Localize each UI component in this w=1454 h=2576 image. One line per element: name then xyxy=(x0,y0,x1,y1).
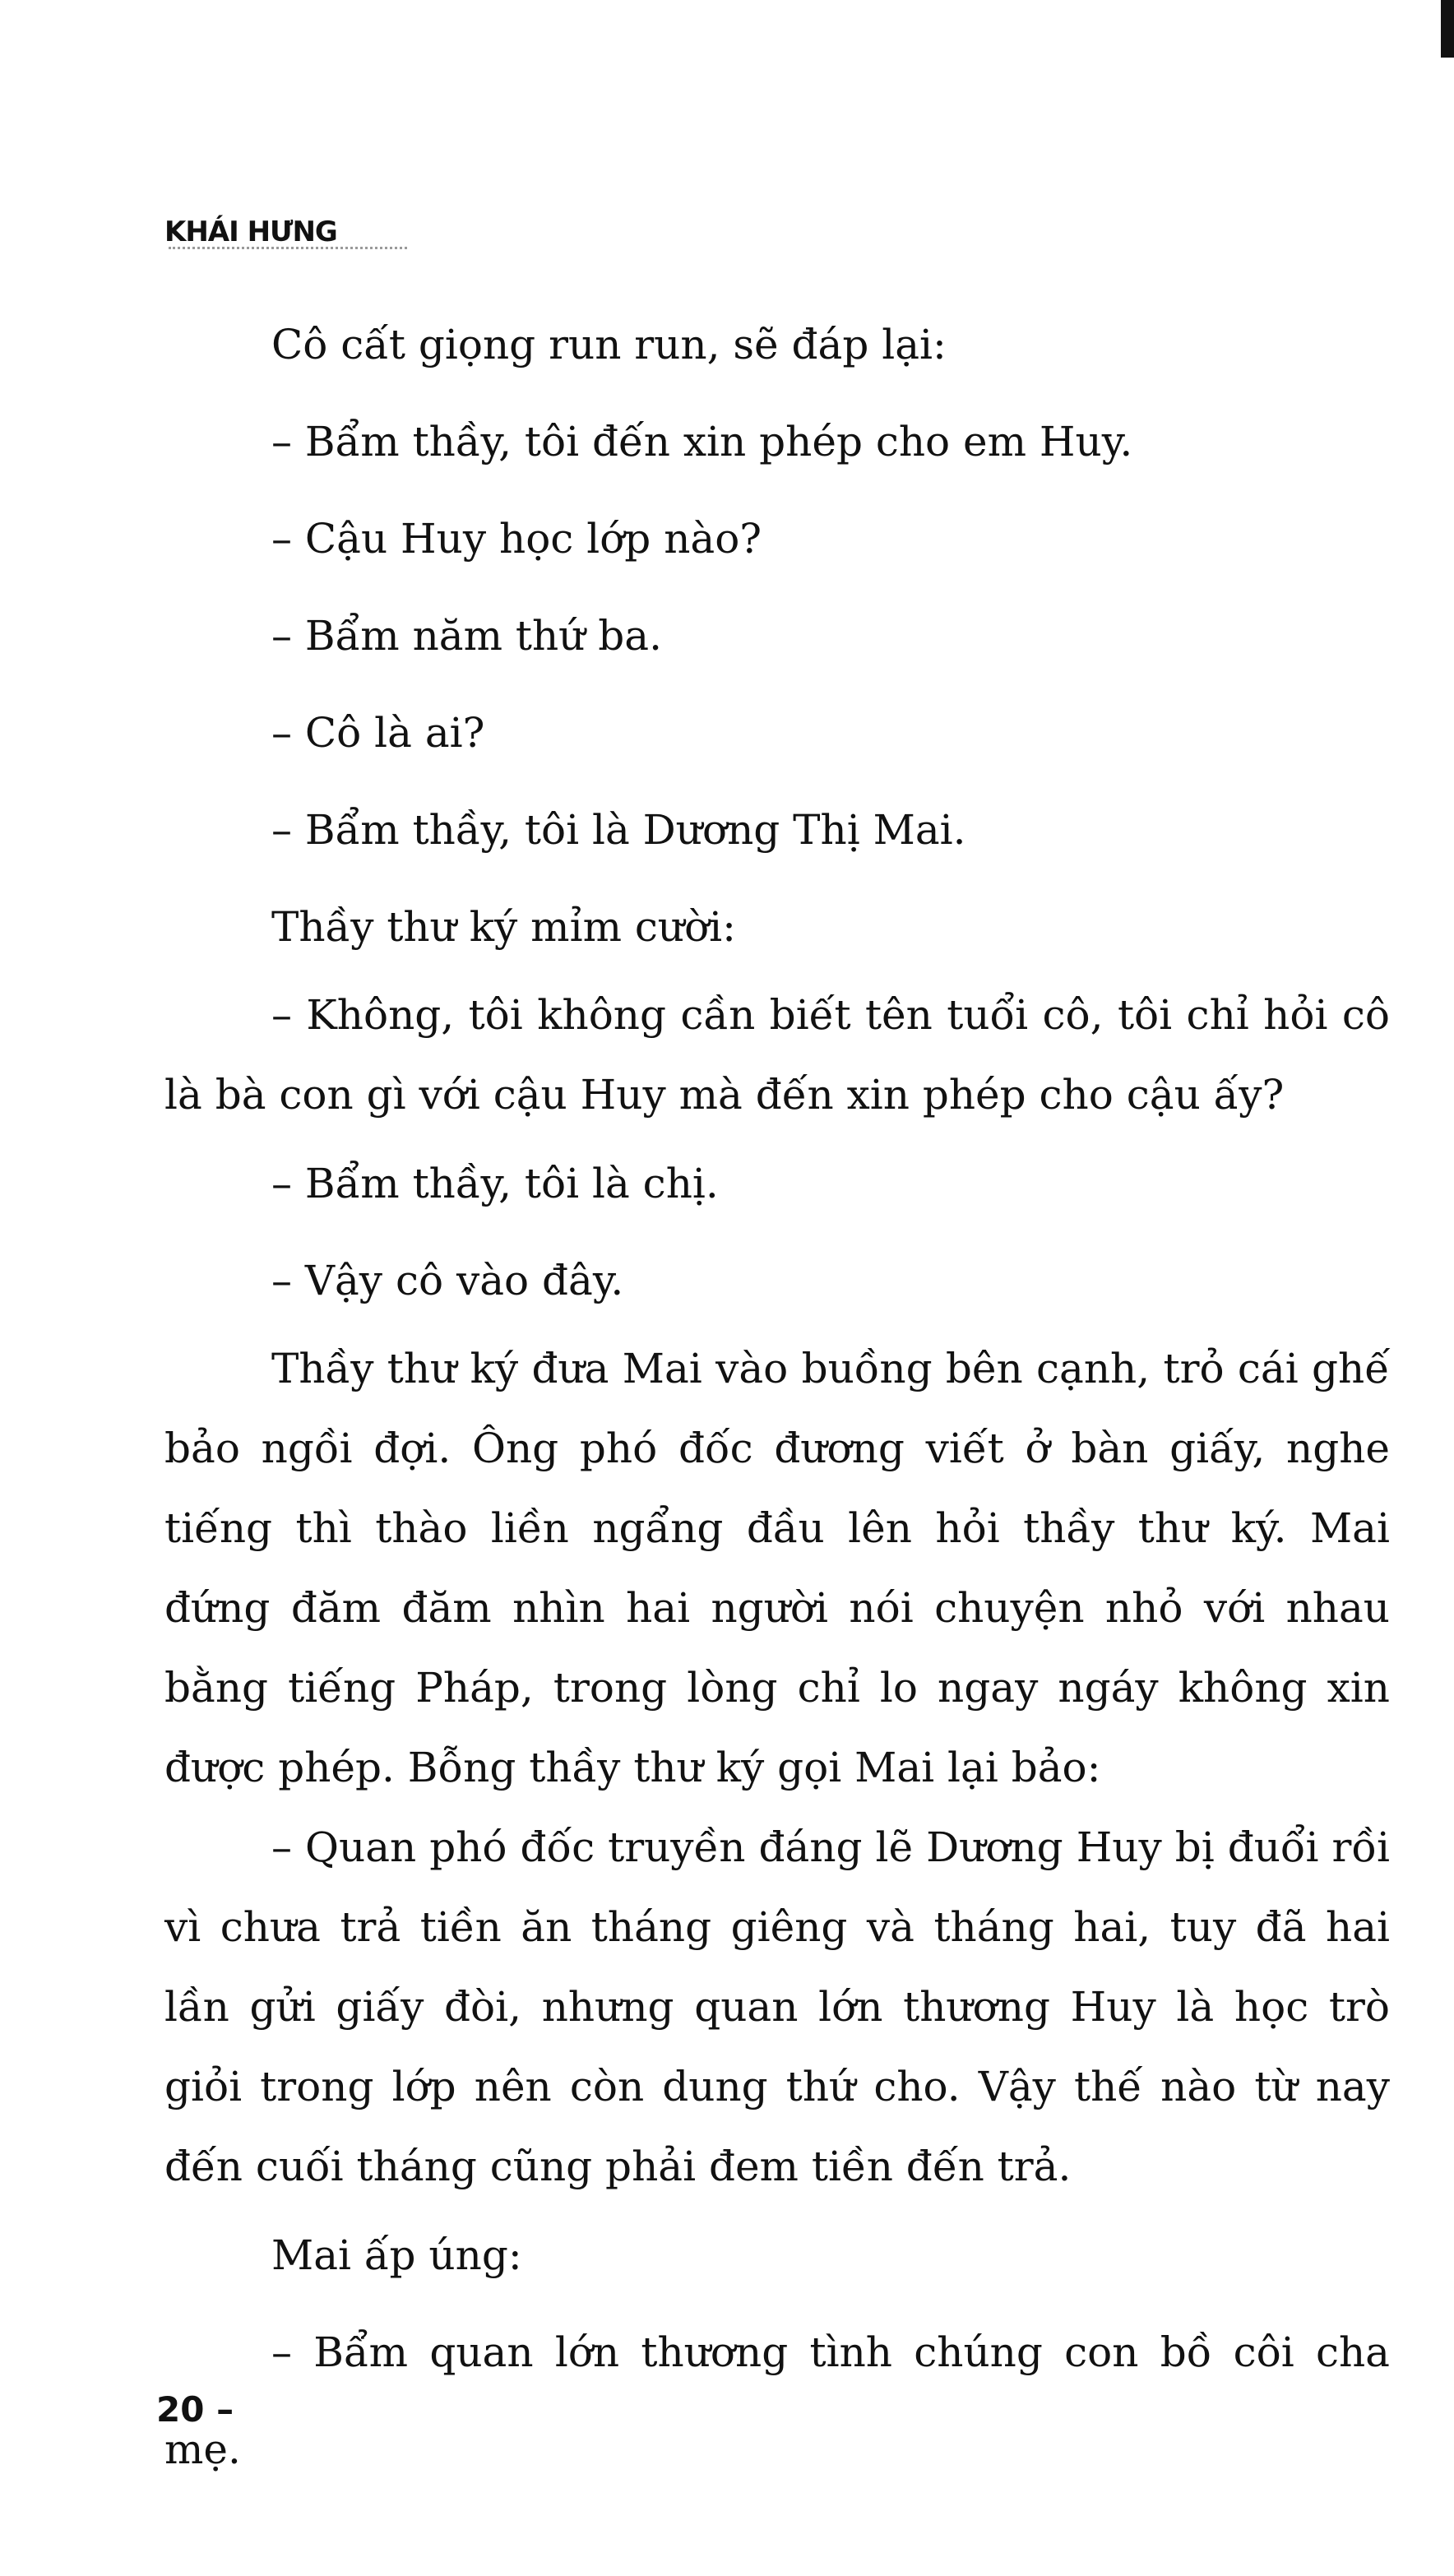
header-dotted-rule xyxy=(169,247,407,249)
body-text xyxy=(164,296,1390,2498)
page-number: 20 – xyxy=(156,2389,234,2430)
page-edge-mark xyxy=(1441,0,1454,58)
paragraph: – Vậy cô vào đây. xyxy=(271,1257,624,1304)
paragraph: – Bẩm quan lớn thương tình chúng con bồ côi cha mẹ. xyxy=(164,2328,1390,2473)
paragraph: – Không, tôi không cần biết tên tuổi cô, tôi chỉ hỏi cô là bà con gì với cậu Huy mà đến xin phép cho cậu ấy? xyxy=(164,991,1390,1119)
paragraph: – Cậu Huy học lớp nào? xyxy=(271,515,762,563)
paragraph: – Bẩm năm thứ ba. xyxy=(271,612,662,660)
paragraph: Thầy thư ký mỉm cười: xyxy=(271,903,737,951)
running-header: KHÁI HƯNG xyxy=(164,215,337,248)
paragraph: – Cô là ai? xyxy=(271,709,485,757)
paragraph: – Bẩm thầy, tôi đến xin phép cho em Huy. xyxy=(271,418,1133,466)
paragraph: Thầy thư ký đưa Mai vào buồng bên cạnh, trỏ cái ghế bảo ngồi đợi. Ông phó đốc đương viết ở bàn giấy, nghe tiếng thì thào liền ngẩng đầu lên hỏi thầy thư ký. Mai đứng đăm đăm nhìn hai người nói chuyện nhỏ với nhau bằng tiếng Pháp, trong lòng chỉ lo ngay ngáy không xin được phép. Bỗng thầy thư ký gọi Mai lại bảo: xyxy=(164,1345,1390,1791)
paragraph: – Bẩm thầy, tôi là Dương Thị Mai. xyxy=(271,806,966,854)
paragraph: Cô cất giọng run run, sẽ đáp lại: xyxy=(271,321,947,368)
paragraph: – Bẩm thầy, tôi là chị. xyxy=(271,1160,719,1207)
paragraph: – Quan phó đốc truyền đáng lẽ Dương Huy bị đuổi rồi vì chưa trả tiền ăn tháng giêng và tháng hai, tuy đã hai lần gửi giấy đòi, nhưng quan lớn thương Huy là học trò giỏi trong lớp nên còn dung thứ cho. Vậy thế nào từ nay đến cuối tháng cũng phải đem tiền đến trả. xyxy=(164,1823,1390,2190)
paragraph: Mai ấp úng: xyxy=(271,2231,522,2279)
